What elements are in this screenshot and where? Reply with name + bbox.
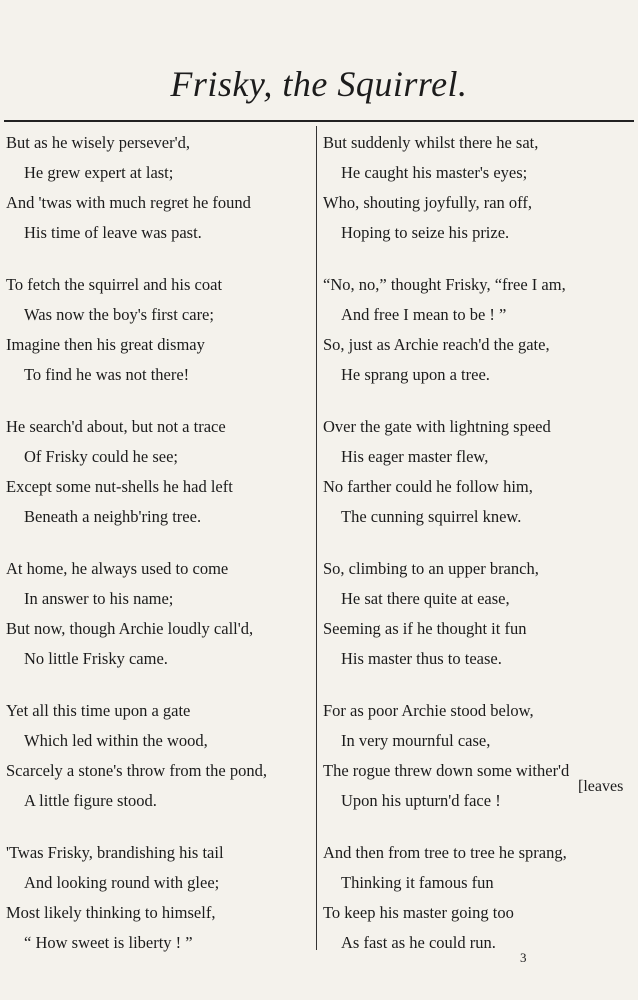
verse-line: He grew expert at last; — [24, 163, 174, 182]
verse-line: In answer to his name; — [24, 589, 174, 608]
leaves-note: [leaves — [578, 778, 624, 795]
verse-line: No farther could he follow him, — [323, 477, 533, 496]
right-column — [323, 128, 635, 980]
verse-line: And free I mean to be ! ” — [341, 305, 507, 324]
verse-line: The rogue threw down some wither'd — [323, 761, 570, 780]
verse-line: His master thus to tease. — [341, 649, 502, 668]
verse-line: Yet all this time upon a gate — [6, 701, 191, 720]
verse-line: To fetch the squirrel and his coat — [6, 275, 223, 294]
verse-line: And then from tree to tree he sprang, — [323, 843, 567, 862]
verse-line: And 'twas with much regret he found — [6, 193, 251, 212]
verse-line: “No, no,” thought Frisky, “free I am, — [323, 275, 566, 294]
stanza — [323, 412, 635, 532]
stanza — [6, 554, 314, 674]
verse-line: In very mournful case, — [341, 731, 491, 750]
verse-line: “ How sweet is liberty ! ” — [24, 933, 193, 952]
verse-line: He sat there quite at ease, — [341, 589, 510, 608]
verse-line: Imagine then his great dismay — [6, 335, 205, 354]
verse-line: So, just as Archie reach'd the gate, — [323, 335, 550, 354]
stanza — [6, 128, 314, 248]
verse-line: He search'd about, but not a trace — [6, 417, 226, 436]
stanza — [6, 412, 314, 532]
verse-line: Hoping to seize his prize. — [341, 223, 510, 242]
verse-line: To find he was not there! — [24, 365, 190, 384]
verse-line: For as poor Archie stood below, — [323, 701, 534, 720]
stanza — [323, 554, 635, 674]
verse-line: His time of leave was past. — [24, 223, 202, 242]
stanza — [6, 270, 314, 390]
title-rule — [4, 120, 634, 122]
verse-line: Which led within the wood, — [24, 731, 208, 750]
page-title: Frisky, the Squirrel. — [170, 64, 468, 104]
verse-line: Who, shouting joyfully, ran off, — [323, 193, 532, 212]
verse-line: Beneath a neighb'ring tree. — [24, 507, 202, 526]
stanza — [6, 696, 314, 816]
verse-line: A little figure stood. — [24, 791, 157, 810]
verse-line: Over the gate with lightning speed — [323, 417, 551, 436]
stanza — [323, 128, 635, 248]
verse-line: So, climbing to an upper branch, — [323, 559, 539, 578]
verse-line: Upon his upturn'd face ! — [341, 791, 501, 810]
verse-line: At home, he always used to come — [6, 559, 229, 578]
verse-line: But now, though Archie loudly call'd, — [6, 619, 254, 638]
verse-line: Thinking it famous fun — [341, 873, 494, 892]
verse-line: Scarcely a stone's throw from the pond, — [6, 761, 267, 780]
verse-line: The cunning squirrel knew. — [341, 507, 522, 526]
stanza — [323, 696, 635, 816]
verse-line: Most likely thinking to himself, — [6, 903, 216, 922]
verse-line: But as he wisely persever'd, — [6, 133, 190, 152]
verse-line: As fast as he could run. — [341, 933, 496, 952]
stanza — [323, 270, 635, 390]
verse-line: He caught his master's eyes; — [341, 163, 528, 182]
column-divider — [316, 126, 317, 950]
verse-line: Except some nut-shells he had left — [6, 477, 233, 496]
verse-line: No little Frisky came. — [24, 649, 168, 668]
verse-line: His eager master flew, — [341, 447, 489, 466]
left-column — [6, 128, 314, 980]
verse-line: Was now the boy's first care; — [24, 305, 214, 324]
page-number: 3 — [520, 950, 527, 965]
verse-line: And looking round with glee; — [24, 873, 220, 892]
verse-line: But suddenly whilst there he sat, — [323, 133, 539, 152]
verse-line: To keep his master going too — [323, 903, 514, 922]
verse-line: 'Twas Frisky, brandishing his tail — [6, 843, 224, 862]
stanza — [6, 838, 314, 958]
stanza — [323, 838, 635, 958]
verse-line: He sprang upon a tree. — [341, 365, 490, 384]
verse-line: Of Frisky could he see; — [24, 447, 178, 466]
verse-line: Seeming as if he thought it fun — [323, 619, 527, 638]
